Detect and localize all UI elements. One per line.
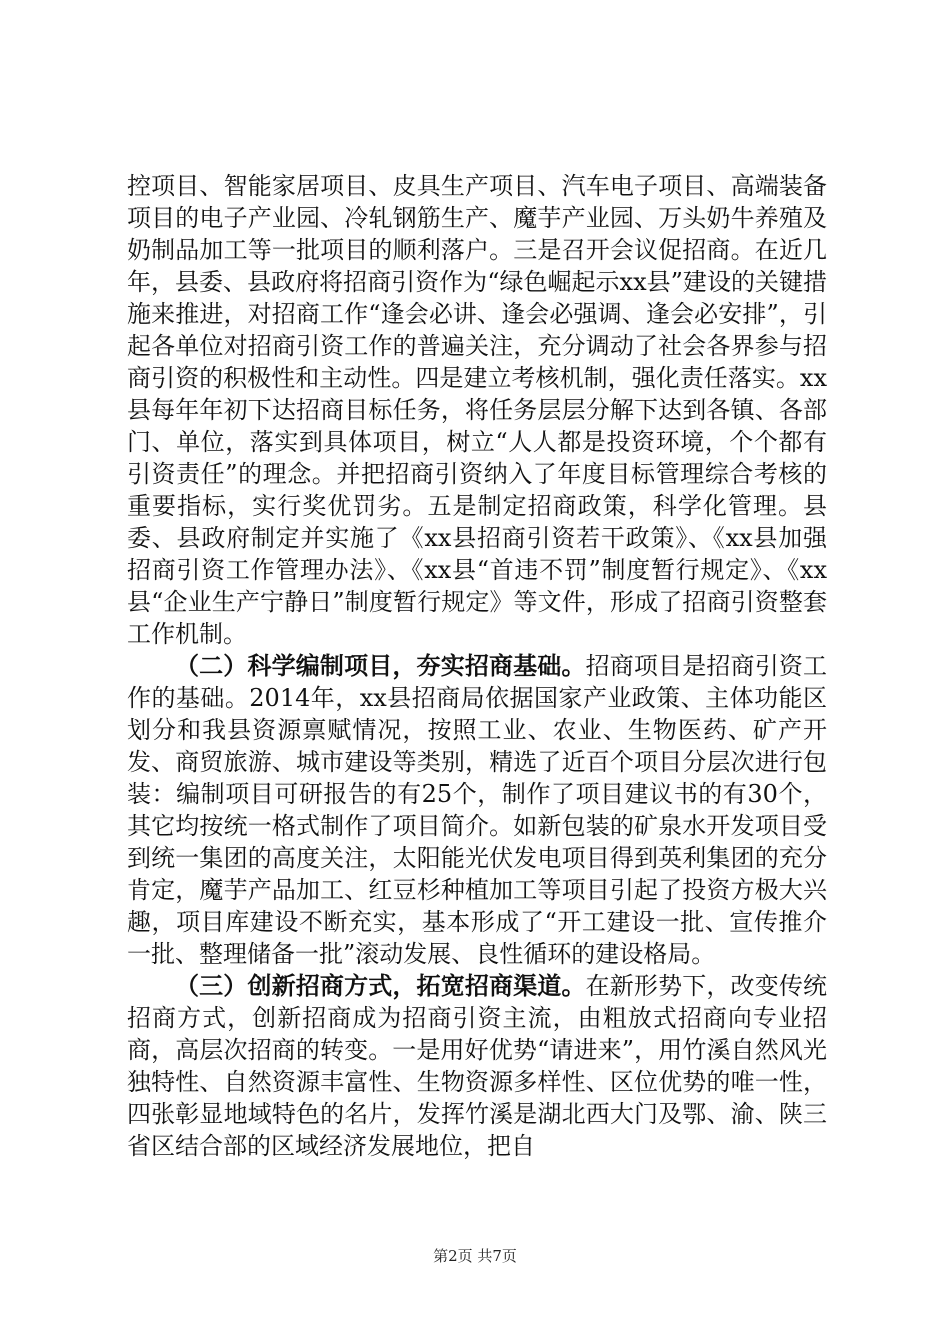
page-footer bbox=[0, 1245, 950, 1266]
paragraph-1-text: 控项目、智能家居项目、皮具生产项目、汽车电子项目、高端装备项目的电子产业园、冷轧钢筋生产、魔芋产业园、万头奶牛养殖及奶制品加工等一批项目的顺利落户。三是召开会议促招商。在近几年，县委、县政府将招商引资作为“绿色崛起示xx县”建设的关键措施来推进，对招商工作“逢会必讲、逢会必强调、逢会必安排”，引起各单位对招商引资工作的普遍关注，充分调动了社会各界参与招商引资的积极性和主动性。四是建立考核机制，强化责任落实。xx县每年年初下达招商目标任务，将任务层层分解下达到各镇、各部门、单位，落实到具体项目，树立“人人都是投资环境，个个都有引资责任”的理念。并把招商引资纳入了年度目标管理综合考核的重要指标，实行奖优罚劣。五是制定招商政策，科学化管理。县委、县政府制定并实施了《xx县招商引资若干政策》、《xx县加强招商引资工作管理办法》、《xx县“首违不罚”制度暂行规定》、《xx县“企业生产宁静日”制度暂行规定》等文件，形成了招商引资整套工作机制。 bbox=[127, 172, 827, 648]
paragraph-3 bbox=[127, 970, 827, 1162]
paragraph-3-text: 在新形势下，改变传统招商方式，创新招商成为招商引资主流，由粗放式招商向专业招商，高层次招商的转变。一是用好优势“请进来”，用竹溪自然风光独特性、自然资源丰富性、生物资源多样性、区位优势的唯一性，四张彰显地域特色的名片，发挥竹溪是湖北西大门及鄂、渝、陕三省区结合部的区域经济发展地位，把自 bbox=[127, 972, 828, 1160]
paragraph-1 bbox=[127, 170, 827, 650]
paragraph-3-heading: （三）创新招商方式，拓宽招商渠道。 bbox=[175, 972, 586, 1000]
paragraph-2-heading: （二）科学编制项目，夯实招商基础。 bbox=[175, 652, 586, 680]
page-number-label: 第2页 共7页 bbox=[433, 1247, 517, 1265]
paragraph-2 bbox=[127, 650, 827, 970]
paragraph-2-text: 招商项目是招商引资工作的基础。2014年，xx县招商局依据国家产业政策、主体功能区划分和我县资源禀赋情况，按照工业、农业、生物医药、矿产开发、商贸旅游、城市建设等类别，精选了近百个项目分层次进行包装：编制项目可研报告的有25个，制作了项目建议书的有30个，其它均按统一格式制作了项目简介。如新包装的矿泉水开发项目受到统一集团的高度关注，太阳能光伏发电项目得到英利集团的充分肯定，魔芋产品加工、红豆杉种植加工等项目引起了投资方极大兴趣，项目库建设不断充实，基本形成了“开工建设一批、宣传推介一批、整理储备一批”滚动发展、良性循环的建设格局。 bbox=[127, 652, 828, 968]
document-body bbox=[127, 170, 827, 1162]
